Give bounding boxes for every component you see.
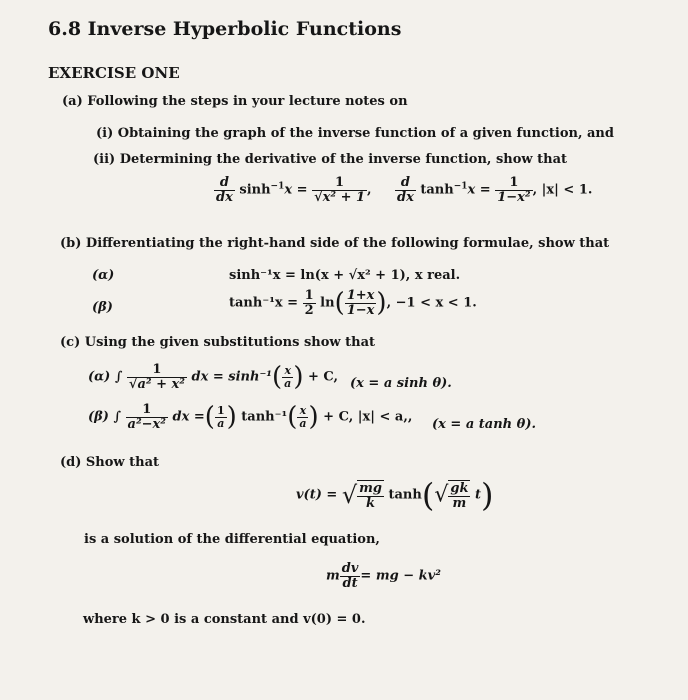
beta-in-num: 1+x bbox=[346, 287, 375, 303]
part-c-beta-formula: (β) ∫ $\frac{1}{\text{a²−x²}}$ dx =( $\frac{1}{a}$ ) tanh⁻¹( $\frac{x}{a}$ ) + C, |x| < a,, bbox=[88, 401, 413, 432]
f1-den: √x² + 1 bbox=[314, 189, 366, 205]
f1-eq: x = bbox=[284, 182, 308, 198]
f2-num: 1 bbox=[495, 176, 532, 191]
c-alpha-pden: a bbox=[284, 376, 292, 390]
v-den: k bbox=[366, 495, 376, 511]
c-alpha-label: (α) ∫ bbox=[88, 369, 123, 385]
f1-sup: −1 bbox=[270, 181, 285, 192]
c-beta-num: 1 bbox=[126, 403, 168, 418]
part-d-solution-text: is a solution of the differential equation, bbox=[84, 532, 380, 547]
f2-d: d bbox=[395, 176, 416, 191]
beta-half-den: 2 bbox=[304, 302, 314, 318]
c-alpha-tail: + C, bbox=[308, 369, 339, 385]
de-m: m bbox=[326, 568, 340, 584]
f1-func: sinh bbox=[239, 182, 271, 198]
part-d-where-text: where k > 0 is a constant and v(0) = 0. bbox=[83, 612, 366, 627]
f2-eq: x = bbox=[467, 182, 491, 198]
part-c-alpha-sub: (x = a sinh θ). bbox=[350, 376, 452, 391]
f2-dx: dx bbox=[397, 189, 414, 205]
v-num: mg bbox=[359, 480, 382, 496]
c-beta-mid: dx = bbox=[172, 409, 205, 425]
f2-func: tanh bbox=[420, 182, 454, 198]
c-beta-pnum: x bbox=[297, 405, 308, 418]
beta-ln: ln bbox=[320, 295, 335, 311]
v-in-den: m bbox=[452, 495, 467, 511]
de-den: dt bbox=[342, 575, 358, 591]
part-a-step-i: (i) Obtaining the graph of the inverse function of a given function, and bbox=[96, 126, 614, 141]
f1-d: d bbox=[214, 176, 235, 191]
beta-lhs: tanh⁻¹x = bbox=[229, 295, 299, 311]
differential-equation bbox=[326, 562, 441, 590]
c-alpha-pnum: x bbox=[282, 365, 293, 378]
c-beta-cden: a bbox=[217, 416, 225, 430]
part-b-beta-formula: tanh⁻¹x = $\frac{1}{2}$ ln( $\frac{1+x}{1-x}$ ), −1 < x < 1. bbox=[229, 287, 477, 318]
part-b-intro: (b) Differentiating the right-hand side of the following formulae, show that bbox=[60, 236, 610, 251]
c-beta-func: tanh⁻¹ bbox=[241, 409, 288, 425]
part-b-alpha-formula: sinh⁻¹x = ln(x + √x² + 1), x real. bbox=[229, 268, 461, 283]
de-num: dv bbox=[341, 561, 359, 576]
exercise-heading: EXERCISE ONE bbox=[48, 64, 180, 82]
c-beta-den: a²−x² bbox=[127, 416, 166, 432]
part-c-alpha-formula: (α) ∫ $\frac{1}{\text{√a² + x²}}$ dx = sinh⁻¹( $\frac{x}{a}$ ) + C, bbox=[88, 361, 339, 392]
section-title: 6.8 Inverse Hyperbolic Functions bbox=[48, 18, 402, 40]
de-rhs: = mg − kv² bbox=[360, 568, 441, 584]
f1-dx: dx bbox=[216, 189, 233, 205]
f2-sup: −1 bbox=[453, 181, 468, 192]
beta-in-den: 1−x bbox=[346, 302, 375, 318]
part-a-intro: (a) Following the steps in your lecture notes on bbox=[62, 94, 408, 109]
formula-d-sinh-inverse: $\frac{d}{dx}$ $\sinh^{-1}x$ = $\frac{1}{\text{√x² + 1}}$ , bbox=[216, 175, 372, 205]
beta-cond: , −1 < x < 1. bbox=[386, 295, 477, 311]
v-func: tanh bbox=[388, 487, 422, 503]
part-b-alpha-label: (α) bbox=[92, 268, 115, 283]
c-beta-label: (β) ∫ bbox=[88, 409, 121, 425]
c-beta-pden: a bbox=[299, 416, 307, 430]
f2-cond: , |x| < 1. bbox=[532, 182, 593, 198]
formula-d-tanh-inverse bbox=[395, 176, 592, 204]
c-alpha-den: √a² + x² bbox=[128, 376, 185, 392]
part-b-beta-label: (β) bbox=[92, 300, 113, 315]
part-c-intro: (c) Using the given substitutions show that bbox=[60, 335, 376, 350]
c-beta-tail: + C, |x| < a,, bbox=[323, 409, 413, 425]
velocity-formula: v(t) = √ $\frac{mg}{k}$ tanh(√ $\frac{gk}{m}$ t) bbox=[296, 476, 494, 514]
f1-num: 1 bbox=[312, 176, 367, 191]
v-in-num: gk bbox=[450, 480, 469, 496]
c-alpha-num: 1 bbox=[127, 363, 187, 378]
f2-den: 1−x² bbox=[497, 189, 531, 205]
v-lhs: v(t) = bbox=[296, 487, 338, 503]
v-t: t bbox=[475, 487, 482, 503]
part-d-intro: (d) Show that bbox=[60, 455, 160, 470]
part-c-beta-sub: (x = a tanh θ). bbox=[432, 417, 536, 432]
beta-half-num: 1 bbox=[304, 287, 314, 303]
part-a-step-ii: (ii) Determining the derivative of the inverse function, show that bbox=[93, 152, 567, 167]
c-beta-cnum: 1 bbox=[216, 403, 225, 417]
c-alpha-mid: dx = sinh⁻¹ bbox=[191, 369, 273, 385]
